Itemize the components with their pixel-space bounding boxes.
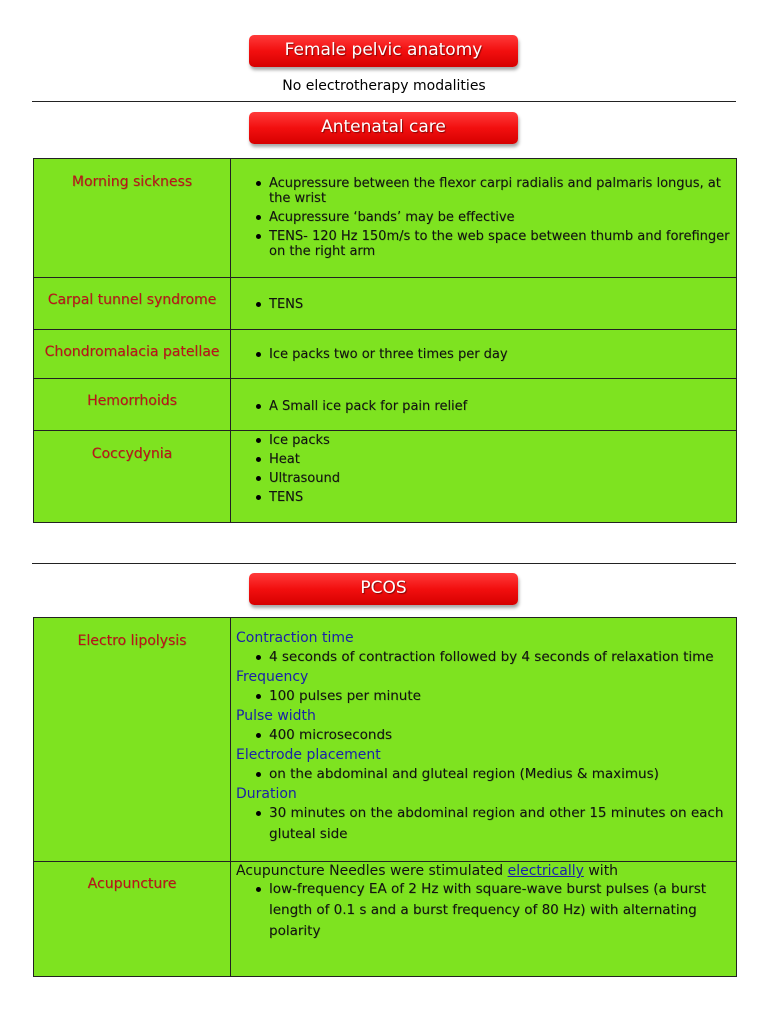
row-label — [34, 431, 231, 523]
row-content — [231, 618, 737, 862]
antenatal-table — [33, 158, 737, 523]
row-label — [34, 379, 231, 431]
list-item: TENS — [269, 297, 736, 312]
section-heading: Electrode placement — [236, 747, 381, 763]
row-label-text: Electro lipolysis — [77, 633, 187, 649]
row-label-text: Coccydynia — [91, 446, 173, 462]
section-heading: Frequency — [236, 669, 309, 685]
bullet-list — [231, 725, 736, 746]
bullet-list — [231, 647, 736, 668]
row-content — [231, 379, 737, 431]
list-item: Ultrasound — [269, 471, 736, 486]
table-row — [34, 278, 737, 330]
row-content — [231, 862, 737, 977]
row-label — [34, 278, 231, 330]
row-label-text: Hemorrhoids — [87, 393, 177, 409]
pcos-banner — [249, 573, 518, 605]
bullet-list — [231, 879, 736, 942]
bullet-list — [231, 399, 736, 414]
antenatal-banner — [249, 112, 518, 144]
row-content — [231, 278, 737, 330]
row-content — [231, 159, 737, 278]
table-row — [34, 618, 737, 862]
section-heading: Pulse width — [236, 708, 316, 724]
list-item: 100 pulses per minute — [269, 686, 736, 707]
list-item: A Small ice pack for pain relief — [269, 399, 736, 414]
list-item: Acupressure ‘bands’ may be effective — [269, 210, 736, 225]
page-subtitle: No electrotherapy modalities — [282, 78, 486, 94]
list-item: Ice packs — [269, 433, 736, 448]
bullet-list — [231, 764, 736, 785]
pcos-table — [33, 617, 737, 977]
row-label — [34, 862, 231, 977]
table-row — [34, 330, 737, 379]
bullet-list — [231, 803, 736, 845]
row-label — [34, 159, 231, 278]
section-heading: Contraction time — [236, 630, 354, 646]
table-row — [34, 379, 737, 431]
page-title: Female pelvic anatomy — [284, 40, 483, 60]
bullet-list — [231, 347, 736, 362]
table-row — [34, 862, 737, 977]
row-label-text: Acupuncture — [87, 876, 177, 892]
acupuncture-intro — [231, 862, 736, 879]
list-item: TENS — [269, 490, 736, 505]
section-heading: Duration — [236, 786, 297, 802]
list-item: Ice packs two or three times per day — [269, 347, 736, 362]
bullet-list — [231, 686, 736, 707]
list-item: 30 minutes on the abdominal region and other 15 minutes on each gluteal side — [269, 803, 736, 845]
row-label — [34, 330, 231, 379]
antenatal-title: Antenatal care — [321, 117, 446, 137]
divider-middle — [32, 563, 736, 564]
lipolysis-details — [231, 618, 736, 845]
row-content — [231, 330, 737, 379]
list-item: on the abdominal and gluteal region (Medius & maximus) — [269, 764, 736, 785]
row-label — [34, 618, 231, 862]
bullet-list — [231, 297, 736, 312]
list-item: 4 seconds of contraction followed by 4 seconds of relaxation time — [269, 647, 736, 668]
intro-text: Acupuncture Needles were stimulated — [236, 863, 508, 879]
row-label-text: Carpal tunnel syndrome — [47, 292, 217, 308]
bullet-list — [231, 176, 736, 259]
table-row — [34, 159, 737, 278]
title-banner — [249, 35, 518, 67]
row-label-text: Chondromalacia patellae — [44, 344, 220, 360]
divider-top — [32, 101, 736, 102]
list-item: TENS- 120 Hz 150m/s to the web space between thumb and forefinger on the right arm — [269, 229, 736, 259]
bullet-list — [231, 433, 736, 505]
electrically-link[interactable]: electrically — [507, 863, 584, 879]
row-content — [231, 431, 737, 523]
list-item: Acupressure between the flexor carpi radialis and palmaris longus, at the wrist — [269, 176, 736, 206]
table-row — [34, 431, 737, 523]
pcos-title: PCOS — [360, 578, 407, 598]
row-label-text: Morning sickness — [71, 174, 193, 190]
list-item: low-frequency EA of 2 Hz with square-wave burst pulses (a burst length of 0.1 s and a burst frequency of 80 Hz) with alternating polarity — [269, 879, 736, 942]
intro-text-end: with — [583, 863, 619, 879]
list-item: Heat — [269, 452, 736, 467]
list-item: 400 microseconds — [269, 725, 736, 746]
